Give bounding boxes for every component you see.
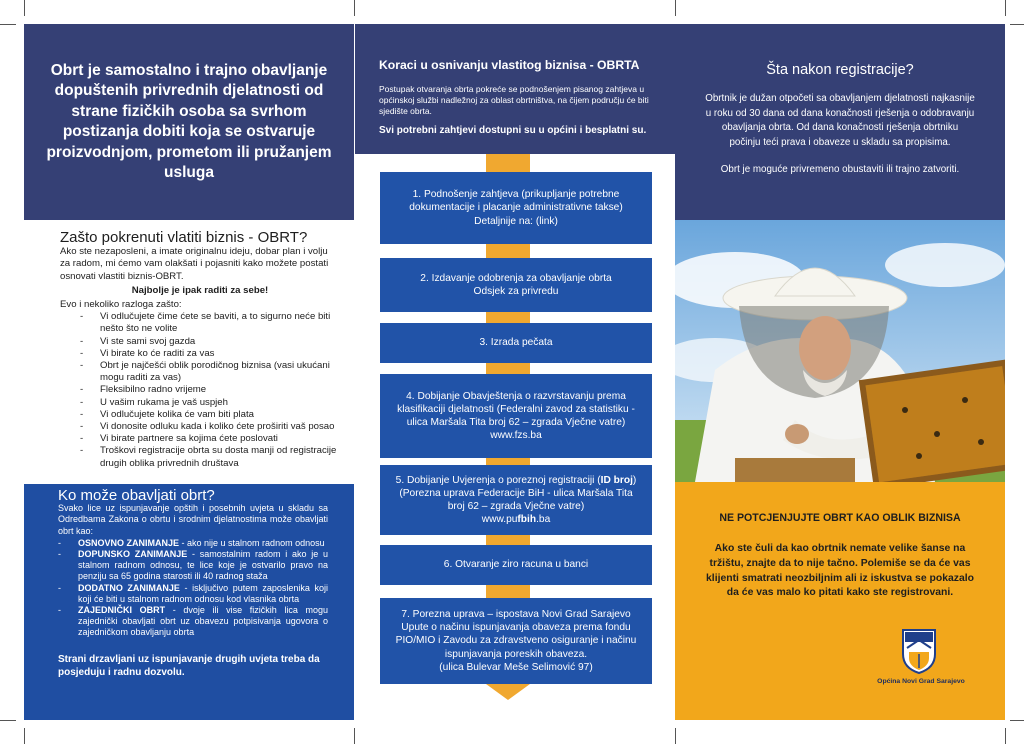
beekeeper-illustration <box>675 220 1005 482</box>
foreign-citizens-note: Strani drzavljani uz ispunjavanje drugih uvjeta treba da posjeduju i radnu dozvolu. <box>58 653 320 678</box>
step-2 <box>380 258 652 312</box>
why-emphasis: Najbolje je ipak raditi za sebe! <box>131 284 269 296</box>
steps-intro: Postupak otvaranja obrta pokreće se podnošenjem pisanog zahtjeva u općinskoj službi nadležnoj za oblast obrtništva, na čijem području će biti sjedište obrta. <box>379 84 649 116</box>
promo-title: NE POTCJENJUJTE OBRT KAO OBLIK BIZNISA <box>719 512 961 524</box>
type-name: ZAJEDNIČKI OBRT <box>78 605 166 616</box>
crop-mark <box>1005 0 1006 16</box>
why-title: Zašto pokrenuti vlatiti biznis - OBRT? <box>60 229 308 246</box>
step-6 <box>380 545 652 585</box>
after-registration-section <box>675 24 1005 220</box>
why-intro: Ako ste nezaposleni, a imate originalnu ideju, dobar plan i volju za radom, mi ćemo vam olakšati i pojasniti kako možete postati osnovati vlastiti biznis-OBRT. <box>60 246 329 282</box>
after-registration-text: Obrtnik je dužan otpočeti sa obavljanjem djelatnosti najkasnije u roku od 30 dana od dana konačnosti rješenja o odobravanju obavljanja obrta. Od dana konačnosti rješenja obrtniku počinju teći prava i obaveze u skladu sa propisima. <box>705 93 975 148</box>
link-part: .ba <box>536 514 551 526</box>
step-text: 7. Porezna uprava – ispostava Novi Grad Sarajevo Upute o načinu ispunjavanja obaveza prema fondu PIO/MIO i Zavodu za zdravstveno osiguranje i načinu ispunjavanja poreskih obaveza. <box>395 608 637 660</box>
step-link[interactable]: www.fzs.ba <box>490 430 542 442</box>
crop-mark <box>24 0 25 16</box>
crop-mark <box>1005 728 1006 744</box>
municipality-crest-icon <box>901 628 937 674</box>
list-item: - U vašim rukama je vaš uspjeh <box>80 397 340 409</box>
type-desc: - ako nije u stalnom radnom odnosu <box>179 537 325 548</box>
step-text-post: ) (Porezna uprava Federacije BiH - ulica Maršala Tita broj 62 – zgrada Vječne vatre) <box>399 474 637 512</box>
list-item <box>58 583 328 605</box>
step-text: 3. Izrada pečata <box>479 337 553 349</box>
list-item: - Vi donosite odluku kada i koliko ćete proširiti vaš posao <box>80 421 340 433</box>
step-text: 2. Izdavanje odobrenja za obavljanje obrta <box>420 272 612 284</box>
type-desc: - samostalnim radom i ako je u stalnom radnom odnosu, te lice koje je ostvarilo pravo na penziju sa 65 godina starosti ili 40 radnog staža <box>78 549 328 582</box>
crop-mark <box>24 728 25 744</box>
crop-mark <box>1010 720 1024 721</box>
beekeeper-photo <box>675 220 1005 482</box>
promo-section <box>675 482 1005 720</box>
step-5 <box>380 465 652 535</box>
list-item <box>58 538 328 549</box>
crop-mark <box>1010 24 1024 25</box>
list-item: - Troškovi registracije obrta su dosta manji od registracije drugih oblika privrednih društava <box>80 445 340 469</box>
why-reasons-intro: Evo i nekoliko razloga zašto: <box>60 299 182 311</box>
list-item <box>58 549 328 583</box>
step-text <box>390 474 642 514</box>
after-registration-note: Obrt je moguće privremeno obustaviti ili trajno zatvoriti. <box>720 164 960 176</box>
definition-banner <box>24 24 354 220</box>
crop-mark <box>675 0 676 16</box>
steps-header <box>355 24 675 154</box>
reasons-list <box>80 311 340 470</box>
crop-mark <box>0 24 16 25</box>
crop-mark <box>354 0 355 16</box>
after-registration-title: Šta nakon registracije? <box>766 62 914 78</box>
step-4 <box>380 374 652 458</box>
who-intro: Svako lice uz ispunjavanje opštih i posebnih uvjeta u skladu sa Odredbama Zakona o obrtu i srodnim djelatnostima može obavljati obrt kao: <box>58 503 328 536</box>
list-item: - Vi odlučujete kolika će vam biti plata <box>80 409 340 421</box>
who-section <box>24 484 354 720</box>
definition-text: Obrt je samostalno i trajno obavljanje dopuštenih privrednih djelatnosti od strane fizičkih osoba sa svrhom postizanja dobiti koja se ostvaruje proizvodnjom, prometom ili pružanjem usluga <box>46 61 332 181</box>
type-name: DODATNO ZANIMANJE <box>78 582 180 593</box>
step-link[interactable]: Detaljnije na: (link) <box>474 215 558 227</box>
step-3 <box>380 323 652 363</box>
step-1 <box>380 172 652 244</box>
promo-text: Ako ste čuli da kao obrtnik nemate velike šanse na tržištu, znajte da to nije tačno. Polemiše se da će vas klijenti smatrati neozbiljnim ali iz iskustva se pokazalo da će vas malo ko pitati kako ste registrovani. <box>706 543 974 599</box>
crop-mark <box>0 720 16 721</box>
link-part: fbih <box>517 514 537 526</box>
link-part: www.pu <box>481 514 518 526</box>
who-title: Ko može obavljati obrt? <box>58 487 215 504</box>
type-name: DOPUNSKO ZANIMANJE <box>78 549 188 560</box>
steps-note: Svi potrebni zahtjevi dostupni su u općini i besplatni su. <box>379 125 647 136</box>
list-item: - Vi birate ko će raditi za vas <box>80 348 340 360</box>
list-item: - Vi birate partnere sa kojima ćete poslovati <box>80 433 340 445</box>
step-detail: Odsjek za privredu <box>473 286 559 297</box>
step-7 <box>380 598 652 684</box>
steps-title: Koraci u osnivanju vlastitog biznisa - OBRTA <box>379 58 640 72</box>
list-item: - Vi odlučujete čime ćete se baviti, a to sigurno neće biti nešto što ne volite <box>80 311 340 335</box>
type-desc: - dvoje ili vise fizičkih lica mogu zajednički obavljati obrt uz obavezu potpisivanja ugovora o zajedničkom obavljanju obrta <box>78 605 328 638</box>
step-text-bold: ID broj <box>600 474 633 486</box>
step-detail: (ulica Bulevar Meše Selimović 97) <box>439 661 593 673</box>
list-item: - Obrt je najčešći oblik porodičnog biznisa (vasi ukućani mogu raditi za vas) <box>80 360 340 384</box>
list-item: - Fleksibilno radno vrijeme <box>80 384 340 396</box>
crop-mark <box>354 728 355 744</box>
list-item <box>58 605 328 639</box>
type-desc: - isključivo putem zaposlenika koji koji će biti u stalnom radnom odnosu kod vlasnika obrta <box>78 582 328 604</box>
list-item: - Vi ste sami svoj gazda <box>80 336 340 348</box>
crop-mark <box>675 728 676 744</box>
step-text: 4. Dobijanje Obavještenja o razvrstavanju prema klasifikaciji djelatnosti (Federalni zavod za statistiku - ulica Maršala Tita broj 62 – zgrada Vječne vatre) <box>397 390 635 428</box>
obrt-types-list <box>58 538 328 639</box>
arrow-down-icon <box>486 684 530 700</box>
type-name: OSNOVNO ZANIMANJE <box>78 537 180 548</box>
step-link[interactable] <box>390 513 642 526</box>
why-section <box>60 229 340 470</box>
step-text: 6. Otvaranje ziro racuna u banci <box>443 559 589 571</box>
step-text-pre: 5. Dobijanje Uvjerenja o poreznoj registraciji ( <box>395 474 601 486</box>
step-text: 1. Podnošenje zahtjeva (prikupljanje potrebne dokumentacije i placanje administrativne takse) <box>409 189 623 214</box>
municipality-label: Općina Novi Grad Sarajevo <box>877 678 965 685</box>
